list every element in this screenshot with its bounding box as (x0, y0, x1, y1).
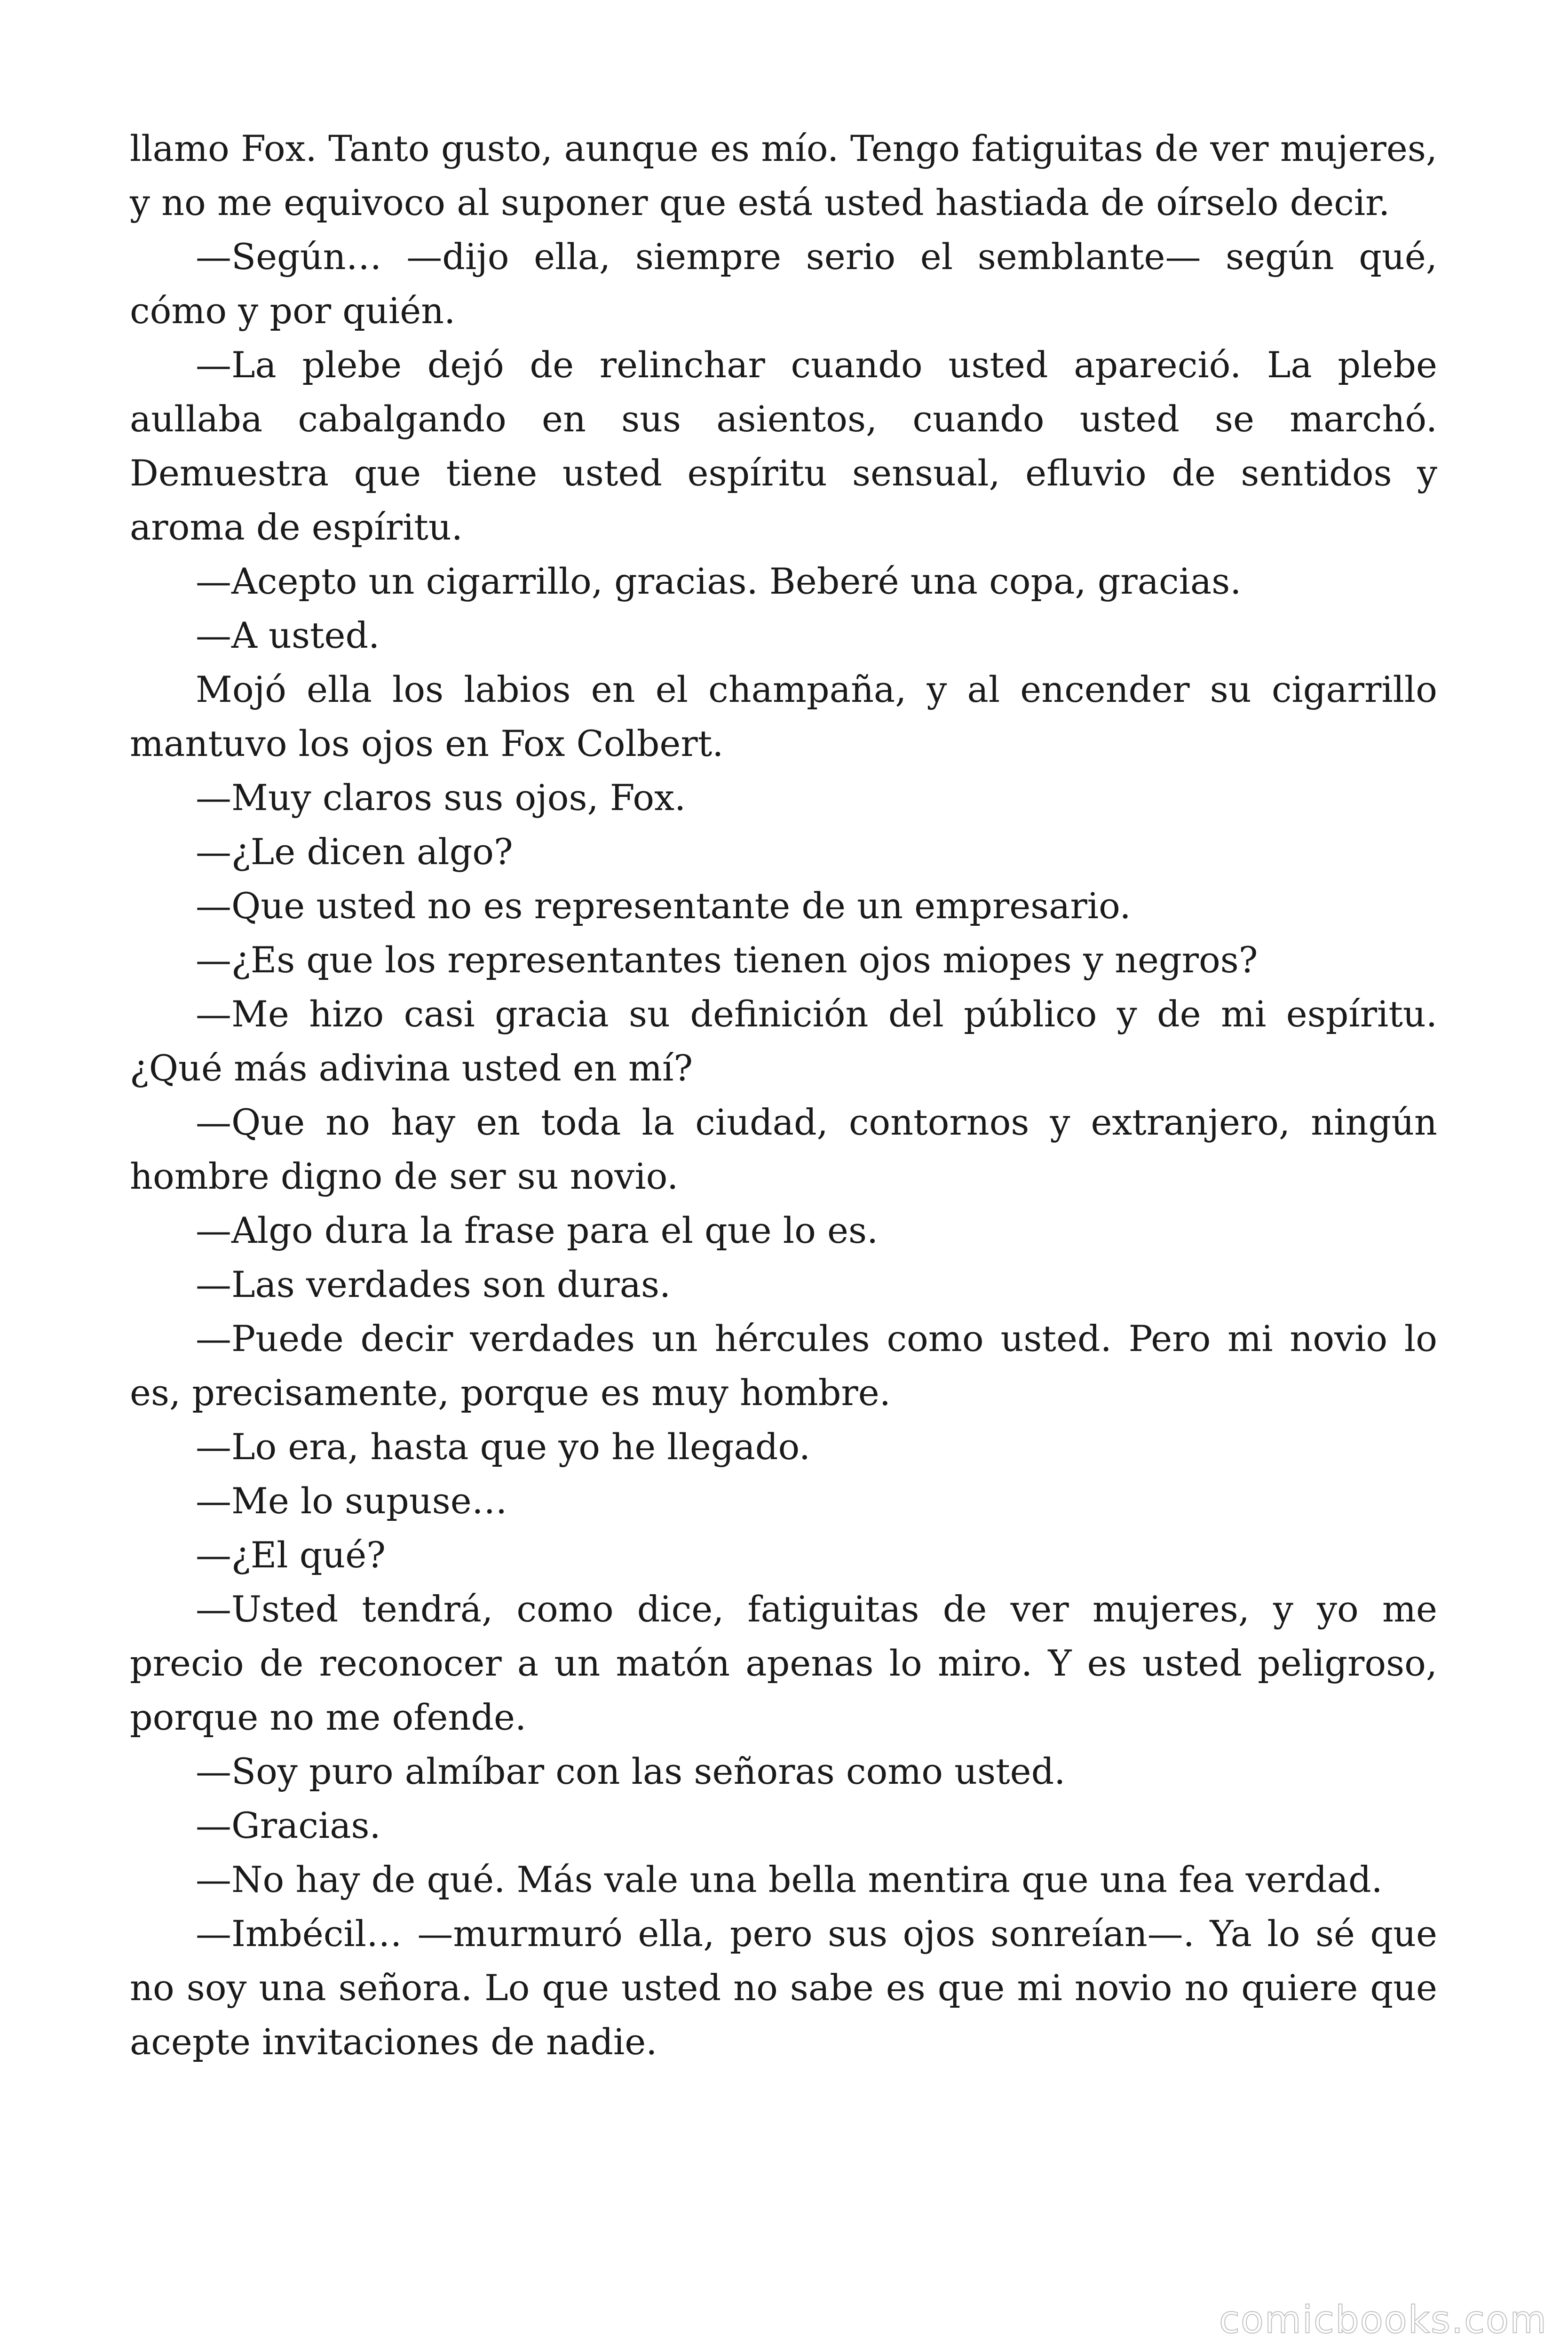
paragraph-16: —Lo era, hasta que yo he llegado. (196, 1426, 811, 1468)
watermark: comicbooks.com (1219, 2298, 1547, 2342)
paragraph-1: llamo Fox. Tanto gusto, aunque es mío. Tengo fatiguitas de ver mujeres, y no me equivoco al suponer que está usted hastiada de oírselo decir. (130, 127, 1437, 223)
paragraph-18: —¿El qué? (196, 1534, 386, 1576)
paragraph-13: —Algo dura la frase para el que lo es. (196, 1209, 879, 1251)
paragraph-22: —No hay de qué. Más vale una bella mentira que una fea verdad. (196, 1859, 1383, 1900)
paragraph-23: —Imbécil… —murmuró ella, pero sus ojos sonreían—. Ya lo sé que no soy una señora. Lo que usted no sabe es que mi novio no quiere que acepte invitaciones de nadie. (130, 1913, 1437, 2063)
paragraph-15: —Puede decir verdades un hércules como usted. Pero mi novio lo es, precisamente, porque es muy hombre. (130, 1318, 1437, 1414)
paragraph-9: —Que usted no es representante de un empresario. (196, 885, 1131, 927)
paragraph-20: —Soy puro almíbar con las señoras como usted. (196, 1750, 1066, 1792)
paragraph-4: —Acepto un cigarrillo, gracias. Beberé una copa, gracias. (196, 560, 1242, 602)
paragraph-12: —Que no hay en toda la ciudad, contornos y extranjero, ningún hombre digno de ser su novio. (130, 1101, 1437, 1197)
paragraph-21: —Gracias. (196, 1804, 381, 1846)
paragraph-17: —Me lo supuse… (196, 1480, 507, 1522)
paragraph-11: —Me hizo casi gracia su definición del público y de mi espíritu. ¿Qué más adivina usted en mí? (130, 993, 1437, 1089)
paragraph-3: —La plebe dejó de relinchar cuando usted apareció. La plebe aullaba cabalgando en sus asientos, cuando usted se marchó. Demuestra que tiene usted espíritu sensual, efluvio de sentidos y aroma de espíritu. (130, 344, 1437, 548)
paragraph-7: —Muy claros sus ojos, Fox. (196, 777, 686, 818)
paragraph-8: —¿Le dicen algo? (196, 831, 513, 873)
paragraph-14: —Las verdades son duras. (196, 1263, 671, 1305)
page-body (130, 121, 1437, 2069)
paragraph-5: —A usted. (196, 614, 380, 656)
paragraph-19: —Usted tendrá, como dice, fatiguitas de ver mujeres, y yo me precio de reconocer a un matón apenas lo miro. Y es usted peligroso, porque no me ofende. (130, 1588, 1437, 1738)
paragraph-2: —Según… —dijo ella, siempre serio el semblante— según qué, cómo y por quién. (130, 236, 1437, 332)
paragraph-6: Mojó ella los labios en el champaña, y al encender su cigarrillo mantuvo los ojos en Fox Colbert. (130, 668, 1437, 764)
paragraph-10: —¿Es que los representantes tienen ojos miopes y negros? (196, 939, 1258, 981)
